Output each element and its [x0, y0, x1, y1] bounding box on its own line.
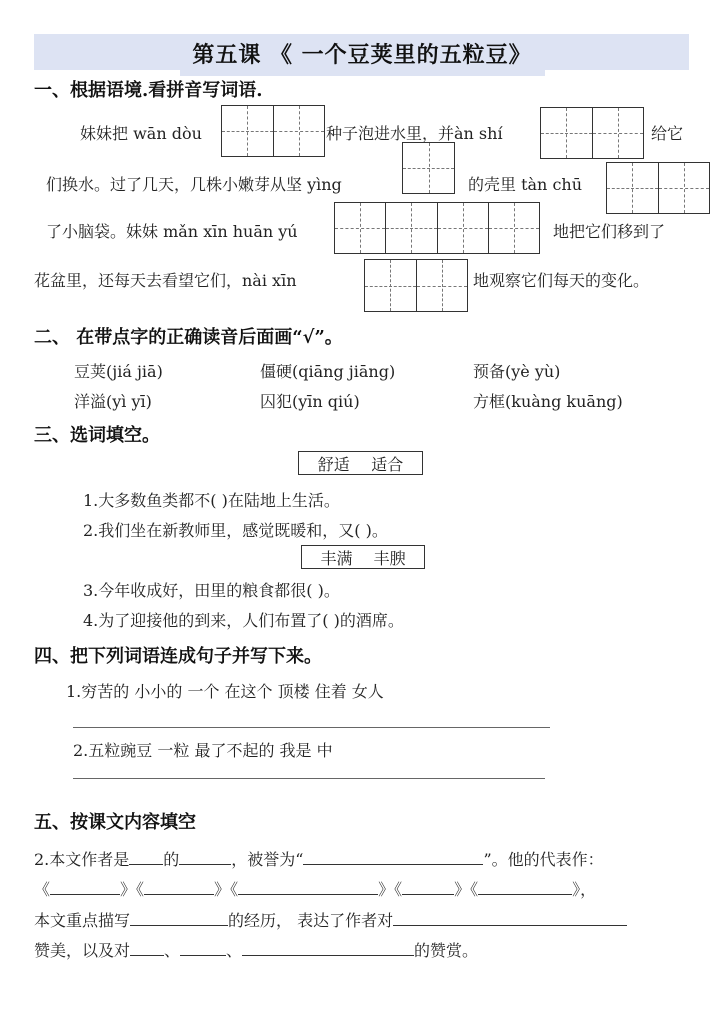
- fill-blank[interactable]: [478, 880, 572, 895]
- s5-text: ”。他的代表作：: [483, 850, 604, 869]
- fill-blank[interactable]: [130, 941, 164, 956]
- fill-blank[interactable]: [180, 941, 226, 956]
- answer-line-1[interactable]: [73, 727, 550, 728]
- book-close-mark: 》: [120, 880, 137, 899]
- writing-grid-naixin[interactable]: [364, 259, 468, 312]
- page-title: 第五课 《 一个豆荚里的五粒豆》: [192, 42, 532, 68]
- s1-line3-b: 地把它们移到了: [553, 222, 666, 241]
- book-close-mark: 》: [214, 880, 231, 899]
- s4-question-2: 2.五粒豌豆 一粒 最了不起的 我是 中: [73, 741, 333, 760]
- book-close-mark: 》: [378, 880, 395, 899]
- writing-grid-tanchu[interactable]: [606, 162, 710, 214]
- s5-text: 的经历， 表达了作者对: [228, 911, 394, 930]
- book-close-mark: 》: [572, 880, 581, 899]
- s1-line1-b: 种子泡进水里，并àn shí: [326, 124, 503, 143]
- fill-blank[interactable]: [402, 880, 454, 895]
- pinyin-item[interactable]: 方框(kuàng kuāng): [473, 392, 623, 411]
- separator: 、: [164, 941, 181, 960]
- section3-heading: 三、选词填空。: [34, 425, 160, 446]
- fill-blank[interactable]: [238, 880, 378, 895]
- s4-question-1: 1.穷苦的 小小的 一个 在这个 顶楼 住着 女人: [66, 682, 384, 701]
- answer-line-2[interactable]: [73, 778, 545, 779]
- pinyin-item[interactable]: 囚犯(yīn qiú): [260, 392, 360, 411]
- fill-blank[interactable]: [50, 880, 120, 895]
- s1-line2-a: 们换水。过了几天，几株小嫩芽从坚 yìng: [46, 175, 342, 194]
- book-open-mark: 《: [230, 880, 239, 899]
- pinyin-item[interactable]: 僵硬(qiāng jiāng): [260, 362, 396, 381]
- s1-line2-b: 的壳里 tàn chū: [468, 175, 583, 194]
- s5-line-2: [34, 877, 596, 900]
- word-option: 适合: [371, 454, 404, 474]
- word-choice-box-2: [301, 545, 425, 569]
- fill-blank[interactable]: [303, 850, 483, 865]
- book-open-mark: 《: [34, 880, 51, 899]
- pinyin-item[interactable]: 预备(yè yù): [473, 362, 561, 381]
- book-open-mark: 《: [470, 880, 479, 899]
- book-close-mark: 》: [454, 880, 471, 899]
- word-option: 丰满: [320, 548, 353, 568]
- s3-question-1: 1.大多数鱼类都不( )在陆地上生活。: [83, 491, 340, 510]
- writing-grid-anshi[interactable]: [540, 107, 644, 159]
- s5-line-3: [34, 908, 627, 931]
- s5-text: 的赞赏。: [414, 941, 479, 960]
- word-choice-box-1: [298, 451, 423, 475]
- fill-blank[interactable]: [130, 911, 228, 926]
- fill-blank[interactable]: [144, 880, 214, 895]
- fill-blank[interactable]: [242, 941, 414, 956]
- title-highlight: [180, 68, 545, 76]
- s5-line-1: [34, 847, 604, 870]
- book-open-mark: 《: [394, 880, 403, 899]
- s5-text: ，被誉为“: [231, 850, 304, 869]
- s1-line4-b: 地观察它们每天的变化。: [473, 271, 650, 290]
- s5-line-4: [34, 938, 478, 961]
- pinyin-item[interactable]: 洋溢(yì yī): [74, 392, 152, 411]
- fill-blank[interactable]: [129, 850, 163, 865]
- comma: ，: [580, 880, 597, 899]
- s5-text: 的: [163, 850, 180, 869]
- section4-heading: 四、把下列词语连成句子并写下来。: [34, 646, 322, 667]
- s5-text: 赞美，以及对: [34, 941, 131, 960]
- s3-question-4: 4.为了迎接他的到来，人们布置了( )的酒席。: [83, 611, 404, 630]
- s1-line1-a: 妹妹把 wān dòu: [80, 124, 202, 143]
- s3-question-2: 2.我们坐在新教师里，感觉既暖和，又( )。: [83, 521, 388, 540]
- s1-line1-c: 给它: [651, 124, 684, 143]
- s5-text: 2.本文作者是: [34, 850, 130, 869]
- section1-heading: 一、根据语境.看拼音写词语.: [34, 80, 263, 101]
- s5-text: 本文重点描写: [34, 911, 131, 930]
- fill-blank[interactable]: [179, 850, 231, 865]
- s3-question-3: 3.今年收成好，田里的粮食都很( )。: [83, 581, 340, 600]
- word-option: 丰腴: [373, 548, 406, 568]
- section2-heading: 二、 在带点字的正确读音后面画“√”。: [34, 327, 343, 348]
- fill-blank[interactable]: [393, 911, 627, 926]
- word-option: 舒适: [317, 454, 350, 474]
- book-open-mark: 《: [136, 880, 145, 899]
- separator: 、: [226, 941, 243, 960]
- s1-line3-a: 了小脑袋。妹妹 mǎn xīn huān yú: [46, 222, 298, 241]
- pinyin-item[interactable]: 豆荚(jiá jiā): [74, 362, 163, 381]
- writing-grid-wandou[interactable]: [221, 105, 325, 157]
- writing-grid-ying[interactable]: [402, 142, 455, 194]
- s1-line4-a: 花盆里，还每天去看望它们，nài xīn: [34, 271, 297, 290]
- section5-heading: 五、按课文内容填空: [34, 812, 196, 833]
- writing-grid-manxinhuanyu[interactable]: [334, 202, 540, 254]
